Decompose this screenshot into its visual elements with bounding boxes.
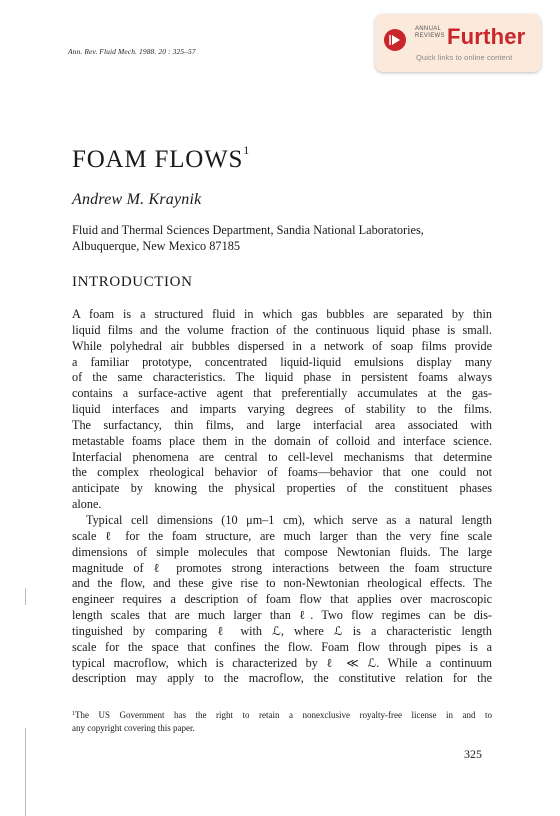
footnote-marker: 1 — [72, 711, 75, 717]
body-line: alone. — [72, 497, 102, 512]
footnote-line: $^1$The US Government has the right to retain a nonexclusive royalty-free license in and to — [72, 710, 492, 720]
body-line: tinguished by comparing ℓ with ℒ, where ℒ is a characteristic length — [72, 623, 492, 638]
body-line: engineer requires a description of foam flow that applies over macroscopic — [72, 592, 492, 607]
body-line: liquid films and the volume fraction of the continuous liquid phase is small. — [72, 322, 492, 337]
body-line: of the same characteristics. The liquid phase in persistent foams always — [72, 370, 492, 385]
footnote-line: any copyright covering this paper. — [72, 723, 195, 733]
body-line: scale for the space that confines the flow. Foam flow through pipes is a — [72, 639, 492, 654]
publisher-name: ANNUAL REVIEWS — [415, 26, 445, 39]
annual-reviews-logo-icon — [384, 29, 406, 51]
body-line: Interfacial phenomena are central to cell-level mechanisms that determine — [72, 449, 492, 464]
author-name: Andrew M. Kraynik — [72, 191, 202, 208]
journal-reference: Ann. Rev. Fluid Mech. 1988. 20 : 325–57 — [68, 47, 196, 56]
further-links-banner[interactable] — [375, 14, 541, 72]
banner-title[interactable]: Further — [447, 24, 526, 49]
body-line: Typical cell dimensions (10 μm–1 cm), which serve as a natural length — [86, 512, 492, 527]
body-line: magnitude of ℓ promotes strong interactions between the foam structure — [72, 560, 492, 575]
section-heading: INTRODUCTION — [72, 274, 193, 290]
body-line: scale ℓ for the foam structure, are much larger than the very fine scale — [72, 528, 492, 543]
body-text — [72, 307, 492, 687]
title-footnote-marker: 1 — [243, 143, 251, 157]
margin-rule — [25, 728, 26, 816]
body-line: a familiar prototype, concentrated liquid-liquid emulsions display many — [72, 354, 492, 369]
margin-rule — [25, 588, 26, 605]
body-line: description may apply to the macroflow, the constitutive relation for the — [72, 671, 492, 686]
body-line: metastable foams place them in the domain of colloid and interface science. — [72, 433, 492, 448]
body-line: liquid interfaces and imparts varying degrees of stability to the films. — [72, 402, 492, 417]
body-line: length scales that are much larger than ℓ. Two flow regimes can be dis- — [72, 608, 492, 623]
footnote — [72, 709, 492, 735]
author-affiliation: Fluid and Thermal Sciences Department, Sandia National Laboratories, Albuquerque, New Mexico 87185 — [72, 223, 424, 253]
page-number: 325 — [464, 747, 482, 761]
body-line: dimensions of simple molecules that compose Newtonian fluids. The large — [72, 544, 492, 559]
body-line: contains a surface-active agent that preferentially accumulates at the gas- — [72, 386, 492, 401]
body-line: A foam is a structured fluid in which gas bubbles are separated by thin — [72, 307, 492, 321]
article-title: FOAM FLOWS$^1$ — [72, 143, 251, 173]
banner-tagline[interactable]: Quick links to online content — [416, 53, 513, 62]
body-line: typical macroflow, which is characterized by ℓ ≪ ℒ. While a continuum — [72, 655, 492, 670]
body-line: the complex rheological behavior of foams—behavior that one could not — [72, 465, 492, 480]
body-line: The surfactancy, thin films, and large interfacial area associated with — [72, 417, 492, 432]
body-line: and the flow, and these give rise to non-Newtonian rheological effects. The — [72, 576, 492, 591]
body-line: anticipate by knowing the physical properties of the constituent phases — [72, 481, 492, 496]
body-line: While polyhedral air bubbles dispersed in a network of soap films provide — [72, 338, 492, 353]
